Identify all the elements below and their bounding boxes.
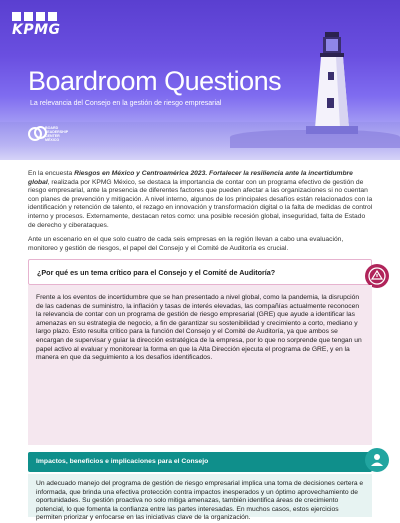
board-leadership-center-logo — [28, 125, 88, 143]
section1-body: Frente a los eventos de incertidumbre que se han presentado a nivel global, como la pandemia, la disrupción de las cadenas de suministro, la inflación y tasas de interés elevadas, las compañías actualmente reconocen la relevancia de contar con un programa de gestión de riesgo empresarial (GRE) que ayude a identificar las amenazas en su estrategia de negocio, a fin de garantizar su sostenibilidad y crecimiento a corto, mediano y largo plazo. Esto resulta crítico para la función del Consejo y el Comité de Auditoría, ya que ambos se encargan de supervisar y guiar la dirección estratégica de la empresa, por lo que no sorprende que tengan un papel activo al evaluar y monitorear la forma en que la Alta Dirección ejecuta el programa de GRE, y en la manera en que da seguimiento a los desafíos identificados. — [28, 285, 372, 445]
board-leadership-icon — [28, 127, 42, 141]
hero-banner — [0, 0, 400, 160]
section2-header — [28, 452, 372, 472]
people-icon — [365, 448, 389, 472]
section1-title: ¿Por qué es un tema crítico para el Consejo y el Comité de Auditoría? — [37, 268, 276, 277]
kpmg-logo-text: KPMG — [12, 22, 61, 38]
intro-paragraph-2: Ante un escenario en el que solo cuatro de cada seis empresas en la región llevan a cabo una evaluación, monitoreo y gestión de riesgos, el papel del Consejo y el Comité de Auditoría es crucial. — [28, 236, 344, 252]
section2-title: Impactos, beneficios e implicaciones para el Consejo — [36, 458, 209, 465]
kpmg-logo — [12, 12, 82, 42]
page-subtitle: La relevancia del Consejo en la gestión de riesgo empresarial — [30, 100, 222, 107]
section2-body: Un adecuado manejo del programa de gestión de riesgo empresarial implica una toma de decisiones certera e informada, que brinda una efectiva protección contra impactos inesperados y un óptimo aprovechamiento de oportunidades. Su gestión proactiva no solo mitiga amenazas, también identifica áreas de crecimiento potencial, lo que fomenta la confianza entre las partes interesadas. En muchos casos, estos ejercicios permiten priorizar y enfocarse en las iniciativas clave de la organización. — [28, 474, 372, 517]
board-leadership-label: BOARD LEADERSHIP CENTER MÉXICO — [45, 126, 69, 142]
intro-text — [28, 170, 374, 259]
lighthouse-illustration — [292, 28, 372, 138]
section1-header — [28, 259, 372, 285]
intro-paragraph-1: En la encuesta Riesgos en México y Centroamérica 2023. Fortalecer la resiliencia ante la incertidumbre global, realizada por KPMG México, se destaca la importancia de contar con un programa efectivo de gestión de riesgo empresarial, ante la presencia de diferentes factores que pueden afectar a las organizaciones si no cuentan con planes de prevención y mitigación. A nivel interno, algunos de los principales desafíos están relacionados con la identificación y retención de talento, el rezago en innovación y transformación digital o la falta de medidas de control interno y procesos. Externamente, destacan retos como: una posible recesión global, inseguridad, falta de Estado de derecho y ciberataques. — [28, 170, 373, 229]
page-title: Boardroom Questions — [28, 66, 282, 96]
